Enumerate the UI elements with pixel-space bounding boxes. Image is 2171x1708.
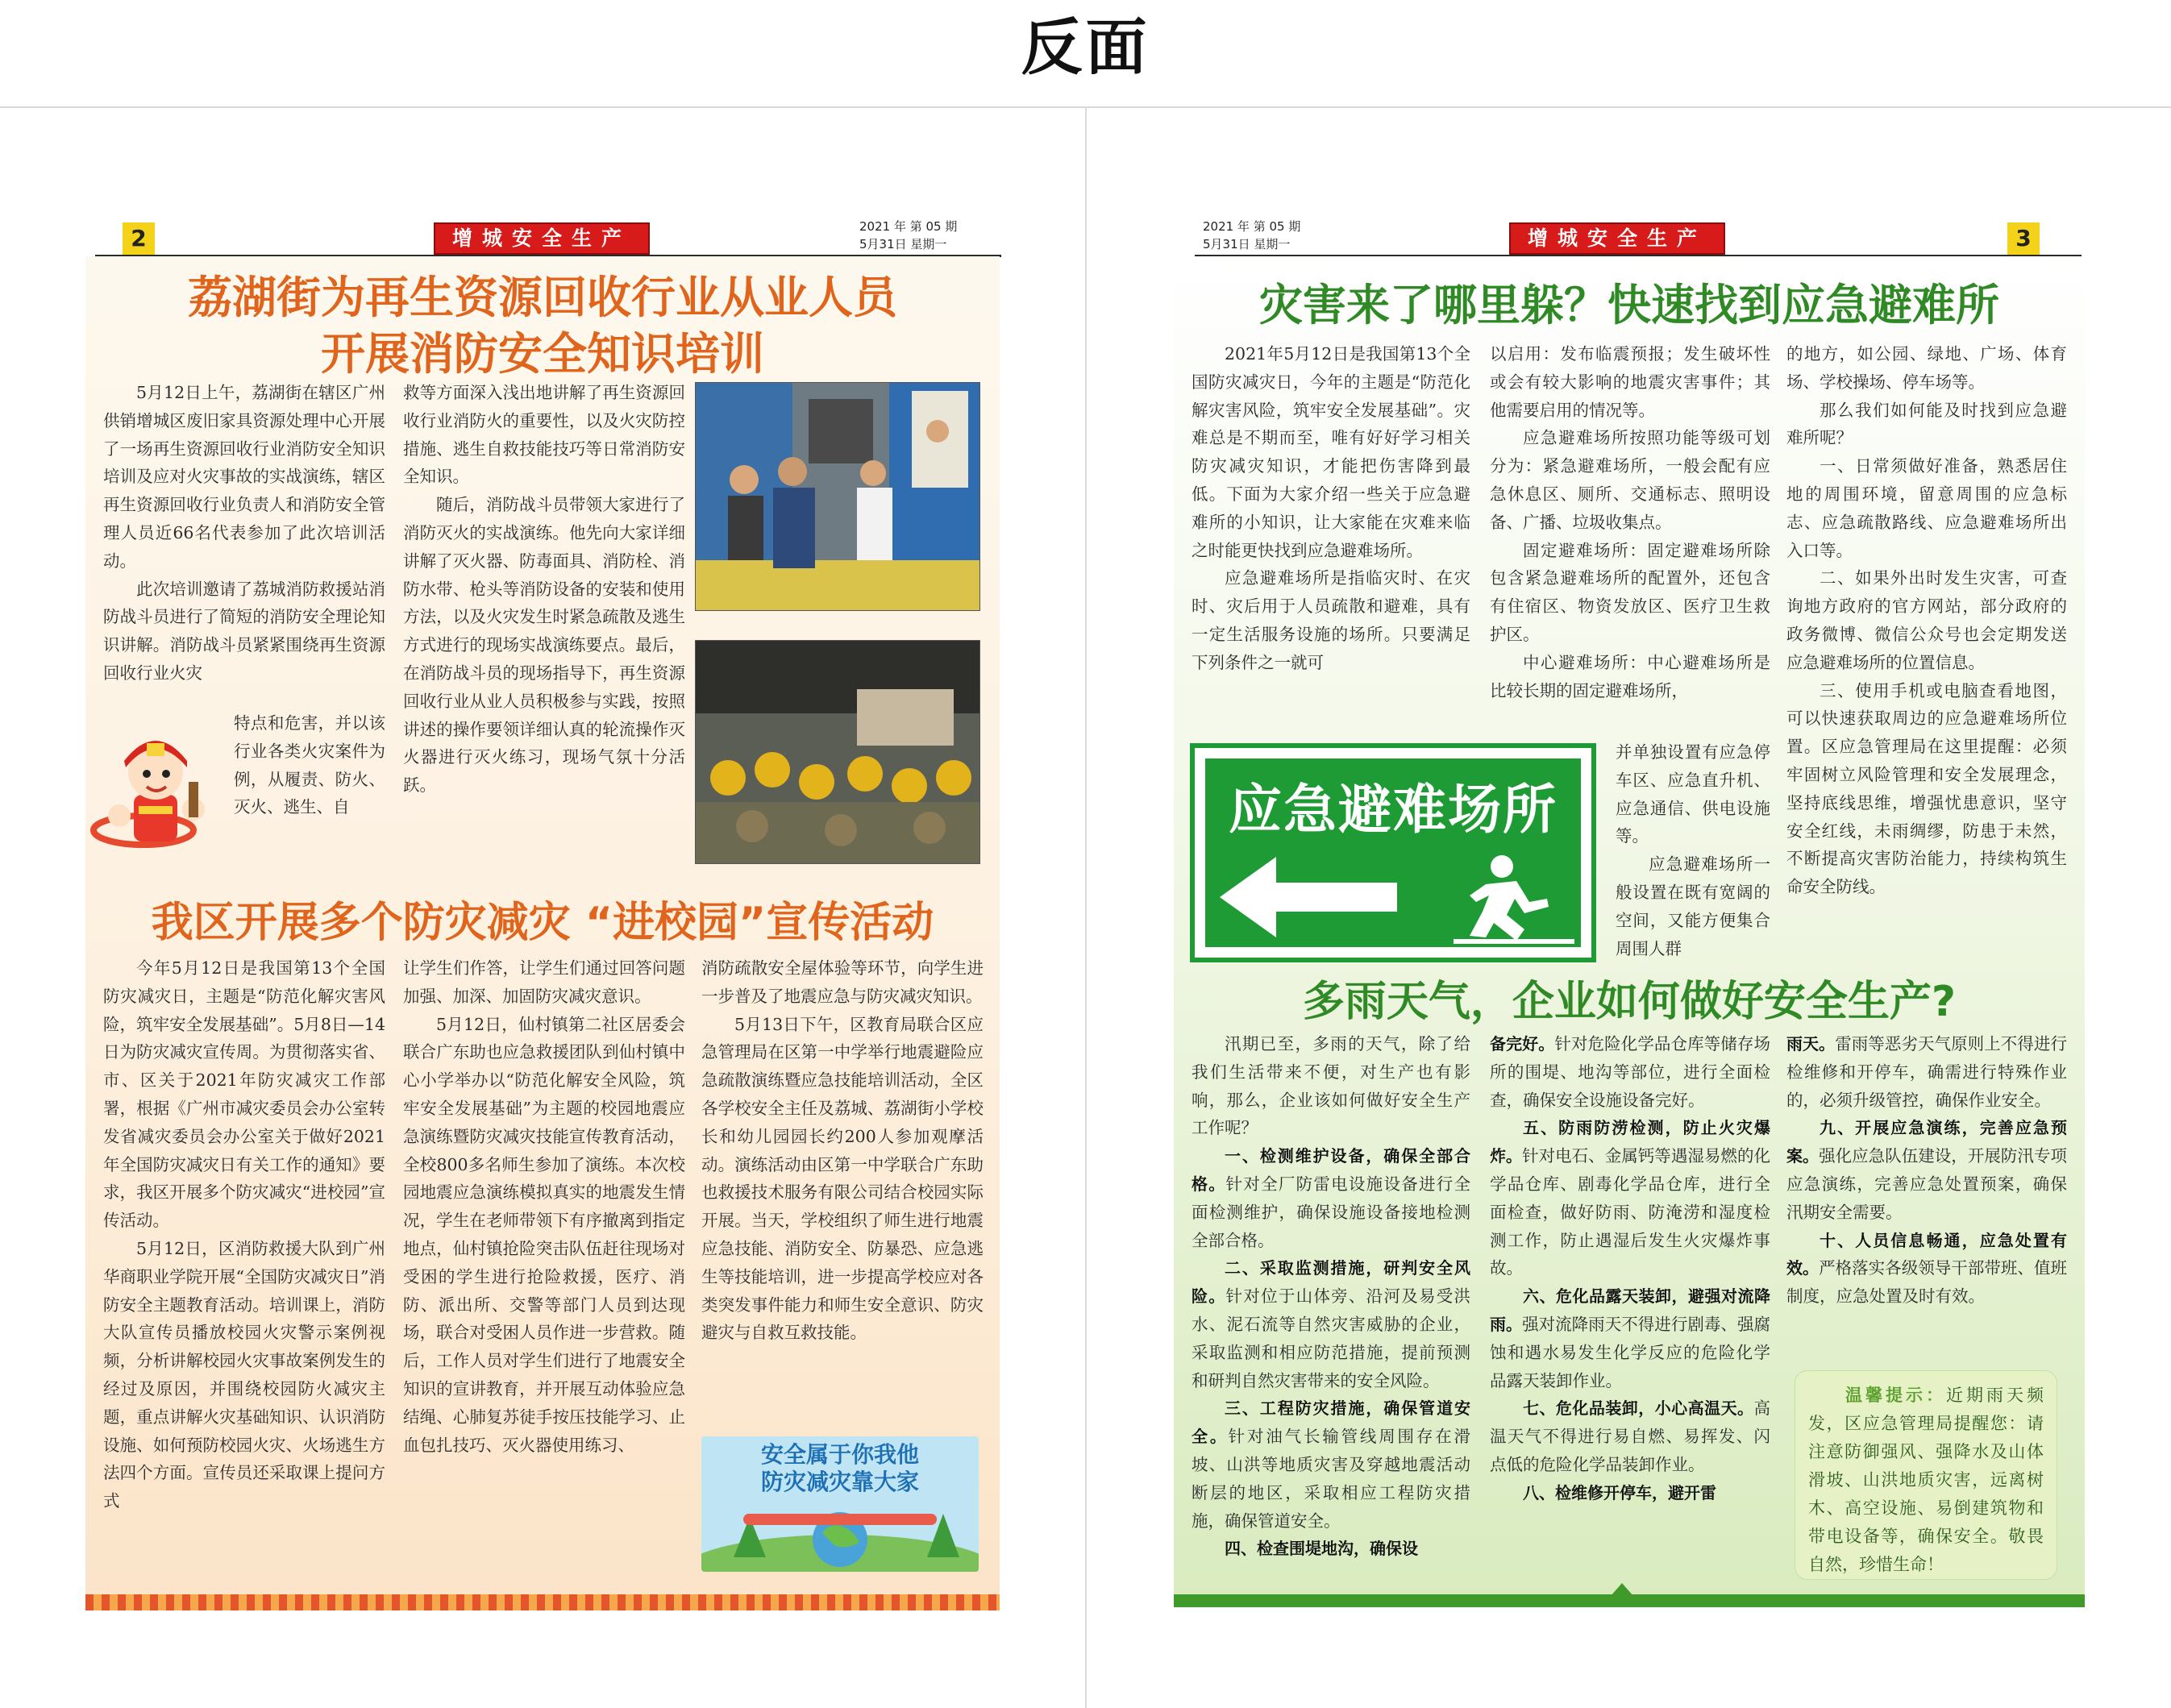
paragraph: 并单独设置有应急停车区、应急直升机、应急通信、供电设施等。 [1616,742,1770,846]
slogan-illustration [701,1436,979,1572]
paragraph: 二、如果外出时发生灾害，可查询地方政府的官方网站，部分政府的政务微博、微信公众号也会定期发送应急避难场所的位置信息。 [1786,568,2067,672]
page3-article1-title: 灾害来了哪里躲？快速找到应急避难所 [1259,280,1999,330]
list-item [1192,1142,1470,1254]
page3-article2-col3 [1786,1030,2067,1385]
list-item [1786,1030,2067,1114]
page3-article2-col1 [1192,1030,1470,1594]
item-lead: 三、工程防灾措施，确保管道安全。 [1192,1398,1470,1447]
item-lead: 十、人员信息畅通，应急处置有效。 [1786,1230,2067,1278]
page2-article1-col1 [103,379,385,709]
paragraph: 那么我们如何能及时找到应急避难所呢？ [1786,400,2067,448]
item-lead: 一、检测维护设备，确保全部合格。 [1192,1146,1470,1194]
warm-tip-body: 近期雨天频发，区应急管理局提醒您：请注意防御强风、强降水及山体滑坡、山洪地质灾害，远离树木、高空设施、易倒建筑物和带电设备等，确保安全。敬畏自然，珍惜生命！ [1808,1386,2044,1574]
page2-issue: 2021 年 第 05 期 [859,219,958,234]
item-body: 针对油气长输管线周围存在滑坡、山洪等地质灾害及穿越地震活动断层的地区，采取相应工程防灾措施，确保管道安全。 [1192,1427,1470,1531]
page3-article1-col2 [1490,340,1770,743]
paragraph: 让学生们作答，让学生们通过回答问题加强、加深、加固防灾减灾意识。 [403,958,685,1006]
paragraph: 一、日常须做好准备，熟悉居住地的周围环境，留意周围的应急标志、应急疏散路线、应急避难场所出入口等。 [1786,456,2067,560]
item-lead: 六、危化品露天装卸，避强对流降雨。 [1490,1286,1770,1334]
page2-article1-title-line2: 开展消防安全知识培训 [320,328,764,380]
training-photo-2 [695,640,980,864]
paragraph: 特点和危害，并以该行业各类火灾案件为例，从履责、防火、灭火、逃生、自 [234,713,385,817]
list-item [1490,1394,1770,1478]
item-body: 雷雨等恶劣天气原则上不得进行检维修和开停车，确需进行特殊作业的，必须升级管控，确保作业安全。 [1786,1034,2067,1110]
page2-article1-col2 [403,379,685,854]
page3-article1-col3 [1786,340,2067,969]
warm-tip-box [1795,1370,2057,1580]
page2-banner: 增城安全生产 [434,222,650,255]
slogan-line1: 安全属于你我他 [760,1441,919,1468]
paragraph: 救等方面深入浅出地讲解了再生资源回收行业消防火的重要性，以及火灾防控措施、逃生自救技能技巧等日常消防安全知识。 [403,383,685,487]
paragraph: 今年5月12日是我国第13个全国防灾减灾日，主题是“防范化解灾害风险，筑牢安全发展基础”。5月8日—14日为防灾减灾宣传周。为贯彻落实省、市、区关于2021年防灾减灾工作部署，根据《广州市减灾委员会办公室转发省减灾委员会办公室关于做好2021年全国防灾减灾日有关工作的通知》要求，我区开展多个防灾减灾“进校园”宣传活动。 [103,958,385,1231]
list-item [1490,1479,1770,1507]
page2-bottom-pattern [85,1594,1000,1610]
page3-bottom-bar [1174,1594,2085,1607]
list-item [1192,1254,1470,1394]
paragraph: 应急避难场所一般设置在既有宽阔的空间，又能方便集合周围人群 [1616,854,1770,958]
paragraph: 三、使用手机或电脑查看地图，可以快速获取周边的应急避难场所位置。区应急管理局在这里提醒：必须牢固树立风险管理和安全发展理念，坚持底线思维，增强忧患意识，坚守安全红线，未雨绸缪，防患于未然，不断提高灾害防治能力，持续构筑生命安全防线。 [1786,680,2067,897]
shelter-sign [1190,743,1596,962]
paragraph: 的地方，如公园、绿地、广场、体育场、学校操场、停车场等。 [1786,344,2067,392]
page3-article1-col1 [1192,340,1470,743]
list-item [1192,1394,1470,1535]
paragraph: 2021年5月12日是我国第13个全国防灾减灾日，今年的主题是“防范化解灾害风险，筑牢安全发展基础”。灾难总是不期而至，唯有好好学习相关防灾减灾知识，才能把伤害降到最低。下面为大家介绍一些关于应急避难所的小知识，让大家能在灾难来临之时能更快找到应急避难场所。 [1192,344,1470,560]
page2-article1-col1-wrap [234,709,385,854]
page2-number: 2 [123,222,155,255]
list-item [1490,1282,1770,1394]
list-item [1786,1227,2067,1311]
firefighter-mascot-icon [87,725,232,854]
item-body: 高温天气不得进行易自燃、易挥发、闪点低的危险化学品装卸作业。 [1490,1398,1770,1474]
paragraph: 以启用：发布临震预报；发生破坏性或会有较大影响的地震灾害事件；其他需要启用的情况等。 [1490,344,1770,420]
paragraph: 5月12日，仙村镇第二社区居委会联合广东助也应急救援团队到仙村镇中心小学举办以“防范化解安全风险，筑牢安全发展基础”为主题的校园地震应急演练暨防灾减灾技能宣传教育活动，全校800多名师生参加了演练。本次校园地震应急演练模拟真实的地震发生情况，学生在老师带领下有序撤离到指定地点，仙村镇抢险突击队伍赶往现场对受困的学生进行抢险救援，医疗、消防、派出所、交警等部门人员到达现场，联合对受困人员作进一步营救。随后，工作人员对学生们进行了地震安全知识的宣讲教育，并开展互动体验应急结绳、心肺复苏徒手按压技能学习、止血包扎技巧、灭火器使用练习、 [403,1014,685,1455]
item-body: 针对电石、金属钙等遇湿易燃的化学品仓库、剧毒化学品仓库，进行全面检查，做好防雨、防淹涝和湿度检测工作，防止遇湿后发生火灾爆炸事故。 [1490,1146,1770,1278]
list-item [1786,1114,2067,1226]
page2-article2-title: 我区开展多个防灾减灾 “进校园”宣传活动 [151,899,934,947]
page2-article2-col2 [403,954,685,1575]
page3-date: 5月31日 星期一 [1203,237,1291,251]
paragraph: 应急避难场所是指临灾时、在灾时、灾后用于人员疏散和避难，具有一定生活服务设施的场所。只要满足下列条件之一就可 [1192,568,1470,672]
item-lead: 九、开展应急演练，完善应急预案。 [1786,1118,2067,1166]
paragraph: 5月13日下午，区教育局联合区应急管理局在区第一中学举行地震避险应急疏散演练暨应急技能培训活动，全区各学校安全主任及荔城、荔湖街小学校长和幼儿园园长约200人参加观摩活动。演练活动由区第一中学联合广东助也救援技术服务有限公司结合校园实际开展。当天，学校组织了师生进行地震应急技能、消防安全、防暴恐、应急逃生等技能培训，进一步提高学校应对各类突发事件能力和师生安全意识、防灾避灾与自救互救技能。 [701,1014,984,1343]
paragraph: 固定避难场所：固定避难场所除包含紧急避难场所的配置外，还包含有住宿区、物资发放区、医疗卫生救护区。 [1490,540,1770,644]
item-body: 针对全厂防雷电设施设备进行全面检测维护，确保设施设备接地检测全部合格。 [1192,1174,1470,1250]
list-item [1490,1114,1770,1282]
page3-article1-col2-wrap [1616,738,1770,964]
item-lead: 备完好。 [1490,1034,1555,1053]
paragraph: 此次培训邀请了荔城消防救援站消防战斗员进行了简短的消防安全理论知识讲解。消防战斗员紧紧围绕再生资源回收行业火灾 [103,579,385,683]
page2-date: 5月31日 星期一 [859,237,947,251]
item-body: 针对位于山体旁、沿河及易受洪水、泥石流等自然灾害威胁的企业，采取监测和相应防范措施，提前预测和研判自然灾害带来的安全风险。 [1192,1286,1470,1390]
item-lead: 四、检查围堤地沟，确保设 [1225,1539,1418,1559]
list-item [1192,1535,1470,1563]
list-item [1490,1030,1770,1114]
item-lead: 雨天。 [1786,1034,1836,1053]
item-lead: 二、采取监测措施，研判安全风险。 [1192,1258,1470,1307]
page3-banner: 增城安全生产 [1509,222,1725,255]
sheet-title: 反面 [1021,11,1150,83]
paragraph: 消防疏散安全屋体验等环节，向学生进一步普及了地震应急与防灾减灾知识。 [701,958,984,1006]
paragraph: 随后，消防战斗员带领大家进行了消防灭火的实战演练。他先向大家详细讲解了灭火器、防毒面具、消防栓、消防水带、枪头等消防设备的安装和使用方法，以及火灾发生时紧急疏散及逃生方式进行的现场实战演练要点。最后，在消防战斗员的现场指导下，再生资源回收行业从业人员积极参与实践，按照讲述的操作要领详细认真的轮流操作灭火器进行灭火练习，现场气氛十分活跃。 [403,495,685,796]
item-lead: 八、检维修开停车，避开雷 [1523,1482,1716,1502]
paragraph: 5月12日，区消防救援大队到广州华商职业学院开展“全国防灾减灾日”消防安全主题教育活动。培训课上，消防大队宣传员播放校园火灾警示案例视频，分析讲解校园火灾事故案例发生的经过及原因，并围绕校园防火减灾主题，重点讲解火灾基础知识、认识消防设施、如何预防校园火灾、火场逃生方法四个方面。宣传员还采取课上提问方式 [103,1238,385,1511]
shelter-sign-panel [1201,754,1585,951]
item-body: 严格落实各级领导干部带班、值班制度，应急处置及时有效。 [1786,1258,2067,1307]
warm-tip-label: 温馨提示： [1842,1385,1946,1405]
item-body: 针对危险化学品仓库等储存场所的围堤、地沟等部位，进行全面检查，确保安全设施设备完好。 [1490,1034,1770,1110]
paragraph: 应急避难场所按照功能等级可划分为：紧急避难场所，一般会配有应急休息区、厕所、交通标志、照明设备、广播、垃圾收集点。 [1490,428,1770,532]
paragraph: 5月12日上午，荔湖街在辖区广州供销增城区废旧家具资源处理中心开展了一场再生资源回收行业消防安全知识培训及应对火灾事故的实战演练，辖区再生资源回收行业负责人和消防安全管理人员近66名代表参加了此次培训活动。 [103,383,385,571]
shelter-sign-text: 应急避难场所 [1229,779,1558,841]
exit-arrow-runner-icon [1212,849,1583,945]
training-photo-1 [695,382,980,611]
paragraph: 汛期已至，多雨的天气，除了给我们生活带来不便，对生产也有影响，那么，企业该如何做好安全生产工作呢？ [1192,1034,1470,1138]
item-body: 强化应急队伍建设，开展防汛专项应急演练，完善应急处置预案，确保汛期安全需要。 [1786,1146,2067,1222]
page3-number: 3 [2007,222,2040,255]
item-lead: 五、防雨防涝检测，防止火灾爆炸。 [1490,1118,1770,1166]
page-divider [1085,106,1087,1708]
paragraph: 中心避难场所：中心避难场所是比较长期的固定避难场所， [1490,652,1770,700]
item-body: 强对流降雨天不得进行剧毒、强腐蚀和遇水易发生化学反应的危险化学品露天装卸作业。 [1490,1314,1770,1390]
page2-article2-col1 [103,954,385,1575]
page2-article1-title-line1: 荔湖街为再生资源回收行业从业人员 [187,272,897,323]
page2-article2-col3 [701,954,984,1438]
page3-article2-col2 [1490,1030,1770,1594]
slogan-line2: 防灾减灾靠大家 [760,1469,919,1495]
page3-article2-title: 多雨天气，企业如何做好安全生产? [1302,978,1957,1026]
item-lead: 七、危化品装卸，小心高温天。 [1523,1398,1754,1419]
page3-issue: 2021 年 第 05 期 [1203,219,1301,234]
